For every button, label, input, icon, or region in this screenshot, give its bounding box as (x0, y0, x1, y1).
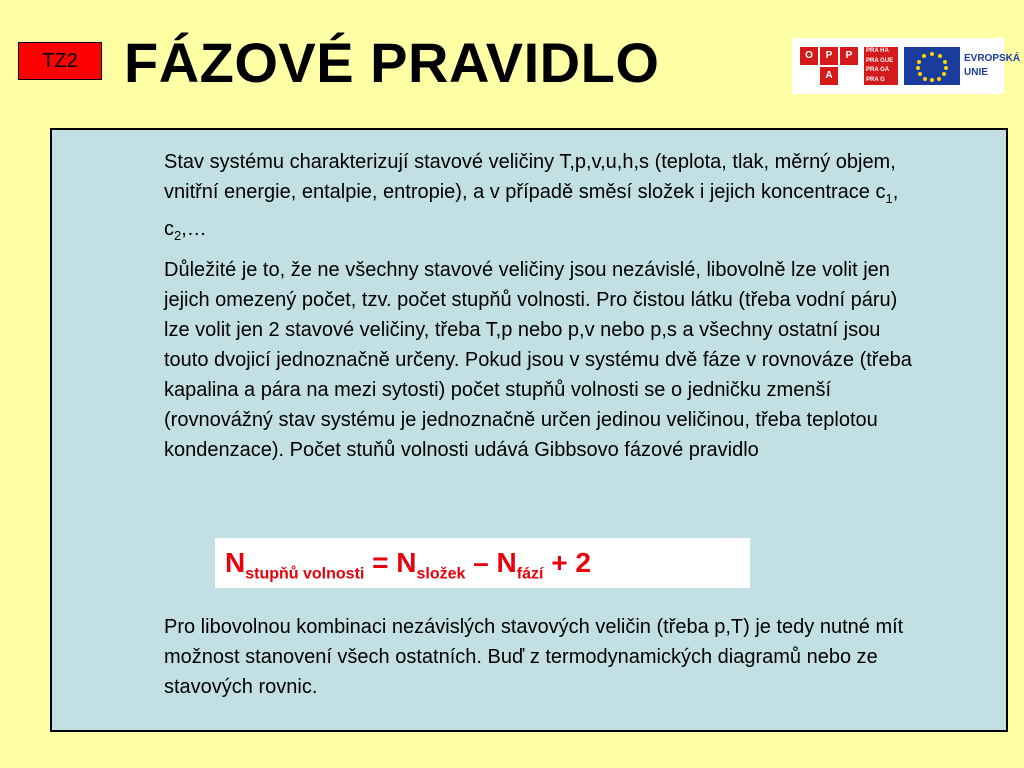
eu-label (964, 52, 1020, 80)
oppa-logo-mark (800, 47, 860, 85)
prague-line: PRA HA (866, 48, 889, 54)
prague-logo (864, 47, 898, 85)
oppa-letter: P (840, 47, 858, 65)
eu-label-line1: EVROPSKÁ (964, 53, 1021, 64)
gibbs-phase-rule-formula: $N_{stupňů volnosti} = N_{složek} - N_{fází} + 2$ (215, 538, 750, 588)
slide-title: FÁZOVÉ PRAVIDLO (124, 31, 660, 94)
paragraph-conclusion: Pro libovolnou kombinaci nezávislých stavových veličin (třeba p,T) je tedy nutné mít možnost stanovení všech ostatních. Buď z termodynamických diagramů nebo ze stavových rovnic. (164, 616, 904, 698)
oppa-letter: O (800, 47, 818, 65)
oppa-letter: A (820, 67, 838, 85)
prague-line: PRA G (866, 76, 885, 83)
slide-badge: TZ2 (18, 42, 102, 80)
paragraph-degrees-of-freedom: Důležité je to, že ne všechny stavové veličiny jsou nezávislé, libovolně lze volit jen jejich omezený počet, tzv. počet stupňů volnosti. Pro čistou látku (třeba vodní páru) lze volit jen 2 stavové veličiny, třeba T,p nebo p,v nebo p,s a všechny ostatní jsou touto dvojicí jednoznačně určeny. Pokud jsou v systému dvě fáze v rovnováze (třeba kapalina a pára na mezi sytosti) počet stupňů volnosti se o jedničku zmenší (rovnovážný stav systému je jednoznačně určen jedinou veličinou, třeba teplotou kondenzace). Počet stuňů volnosti udává Gibbsovo fázové pravidlo (164, 259, 912, 461)
oppa-letter: P (820, 47, 838, 65)
oppa-eu-logo (792, 38, 1021, 94)
eu-label-line2: UNIE (964, 67, 988, 78)
prague-line: PRA GA (866, 67, 890, 73)
prague-line: PRA GUE (866, 57, 894, 64)
paragraph-state-variables: Stav systému charakterizují stavové veličiny T,p,v,u,h,s (teplota, tlak, měrný objem, vnitřní energie, entalpie, entropie), a v případě směsí složek i jejich koncentrace $c_1$, $c_2,\dots$ (164, 151, 899, 243)
eu-flag-icon (904, 47, 960, 85)
